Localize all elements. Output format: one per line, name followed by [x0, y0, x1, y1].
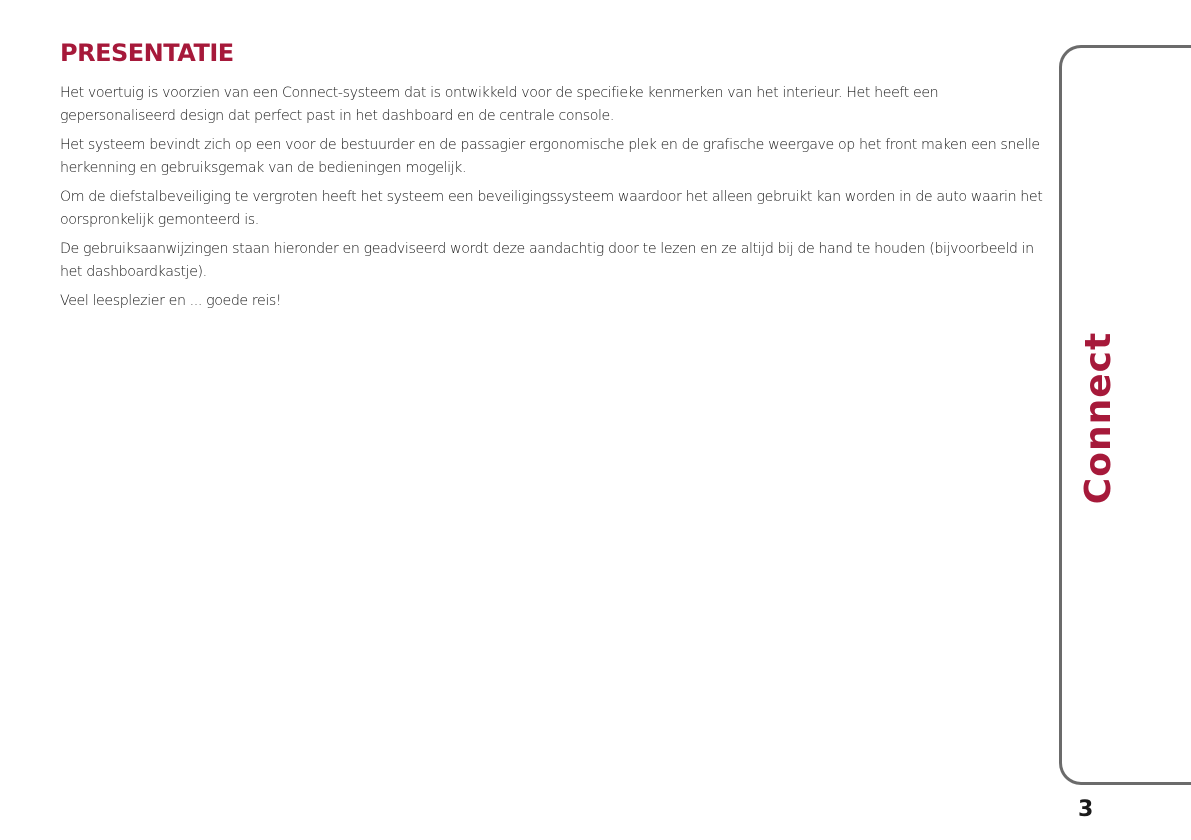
chapter-tab-label: Connect	[1078, 331, 1119, 505]
page-number: 3	[1078, 797, 1094, 822]
paragraph-2: Het systeem bevindt zich op een voor de bestuurder en de passagier ergonomische plek en de grafische weergave op het front maken een snelle herkenning en gebruiksgemak van de bedieningen mogelijk.	[60, 137, 1040, 176]
paragraph-1: Het voertuig is voorzien van een Connect-systeem dat is ontwikkeld voor de specifieke kenmerken van het interieur. Het heeft een gepersonaliseerd design dat perfect past in het dashboard en de centrale console.	[60, 85, 939, 124]
section-body	[60, 82, 1045, 320]
paragraph-5: Veel leesplezier en ... goede reis!	[60, 293, 282, 309]
paragraph-4: De gebruiksaanwijzingen staan hieronder en geadviseerd wordt deze aandachtig door te lezen en ze altijd bij de hand te houden (bijvoorbeeld in het dashboardkastje).	[60, 241, 1034, 280]
section-title: PRESENTATIE	[60, 39, 234, 67]
paragraph-3: Om de diefstalbeveiliging te vergroten heeft het systeem een beveiligingssysteem waardoor het alleen gebruikt kan worden in de auto waarin het oorspronkelijk gemonteerd is.	[60, 189, 1043, 228]
